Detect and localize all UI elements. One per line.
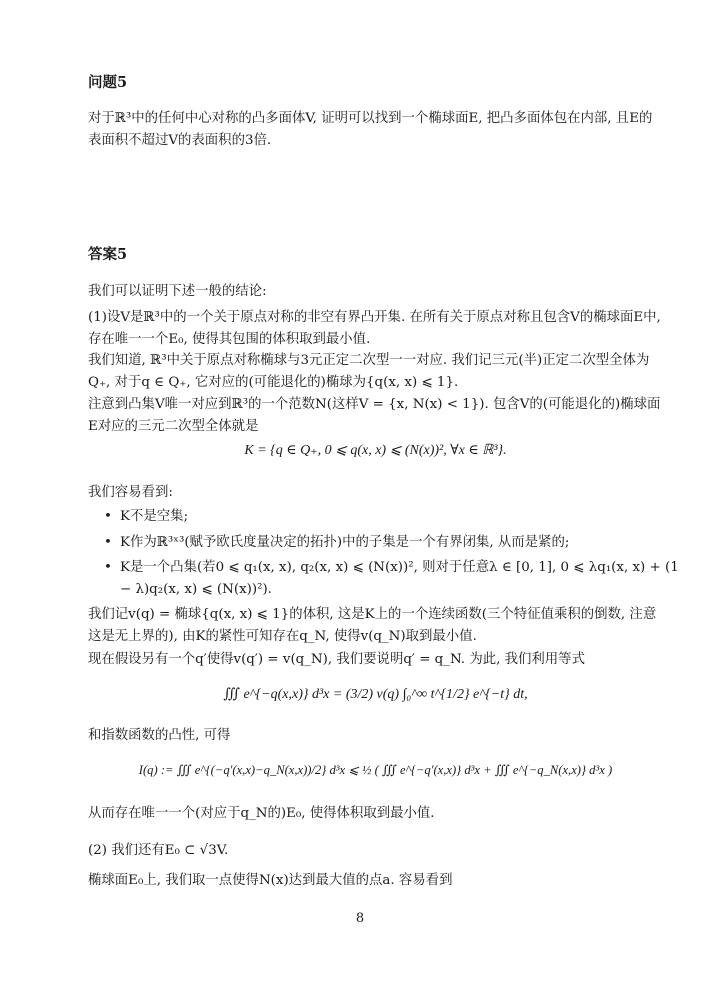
list-item: • K是一个凸集(若0 ⩽ q₁(x, x), q₂(x, x) ⩽ (N(x))², 则对于任意λ ∈ [0, 1], 0 ⩽ λq₁(x, x) + (1 − λ)q₂(x, x) ⩽ (N(x))²). <box>106 557 681 600</box>
list-item: • K作为ℝ³ˣ³(赋予欧氏度量决定的拓扑)中的子集是一个有界闭集, 从而是紧的; <box>106 532 681 554</box>
claim-2: (2) 我们还有E₀ ⊂ √3V. <box>88 843 229 858</box>
equation-I-q: I(q) := ∭ e^{(−q′(x,x)−q_N(x,x))/2} d³x ⩽ ½ ( ∭ e^{−q′(x,x)} d³x + ∭ e^{−q_N(x,x)} d³x ) <box>138 763 613 777</box>
paragraph-quadratic-forms: 我们知道, ℝ³中关于原点对称椭球与3元正定二次型一一对应. 我们记三元(半)正定二次型全体为Q₊, 对于q ∈ Q₊, 它对应的(可能退化的)椭球为{q(x, x) ⩽ 1}. <box>88 353 650 390</box>
paragraph-uniqueness: 现在假设另有一个q′使得v(q′) = v(q_N), 我们要说明q′ = q_N. 为此, 我们利用等式 <box>88 652 585 667</box>
list-item: • K不是空集; <box>106 506 681 528</box>
equation-K: K = {q ∈ Q₊, 0 ⩽ q(x, x) ⩽ (N(x))², ∀x ∈ ℝ³}. <box>244 443 507 458</box>
paragraph-ellipsoid-point: 椭球面E₀上, 我们取一点使得N(x)达到最大值的点a. 容易看到 <box>88 873 453 888</box>
property-list <box>88 506 681 601</box>
paragraph-observe: 我们容易看到: <box>88 485 173 500</box>
paragraph-conclusion: 从而存在唯一一个(对应于q_N的)E₀, 使得体积取到最小值. <box>88 806 435 821</box>
answer-heading: 答案5 <box>88 246 128 263</box>
paragraph-volume: 我们记v(q) = 椭球{q(x, x) ⩽ 1}的体积, 这是K上的一个连续函数(三个特征值乘积的倒数, 注意这是无上界的), 由K的紧性可知存在q_N, 使得v(q_N)取到最小值. <box>88 607 657 644</box>
page-number: 8 <box>355 911 365 926</box>
problem-heading: 问题5 <box>88 74 128 91</box>
paragraph-convexity: 和指数函数的凸性, 可得 <box>88 728 231 743</box>
paragraph-norm: 注意到凸集V唯一对应到ℝ³的一个范数N(这样V = {x, N(x) < 1}). 包含V的(可能退化的)椭球面E对应的三元二次型全体就是 <box>88 397 661 434</box>
equation-gaussian-integral: ∭ e^{−q(x,x)} d³x = (3/2) v(q) ∫₀^∞ t^{1/2} e^{−t} dt, <box>223 687 528 702</box>
answer-intro: 我们可以证明下述一般的结论: <box>88 284 267 299</box>
problem-text: 对于ℝ³中的任何中心对称的凸多面体V, 证明可以找到一个椭球面E, 把凸多面体包在内部, 且E的表面积不超过V的表面积的3倍. <box>88 111 653 148</box>
claim-1: (1)设V是ℝ³中的一个关于原点对称的非空有界凸开集. 在所有关于原点对称且包含V的椭球面E中, 存在唯一一个E₀, 使得其包围的体积取到最小值. <box>88 310 661 347</box>
